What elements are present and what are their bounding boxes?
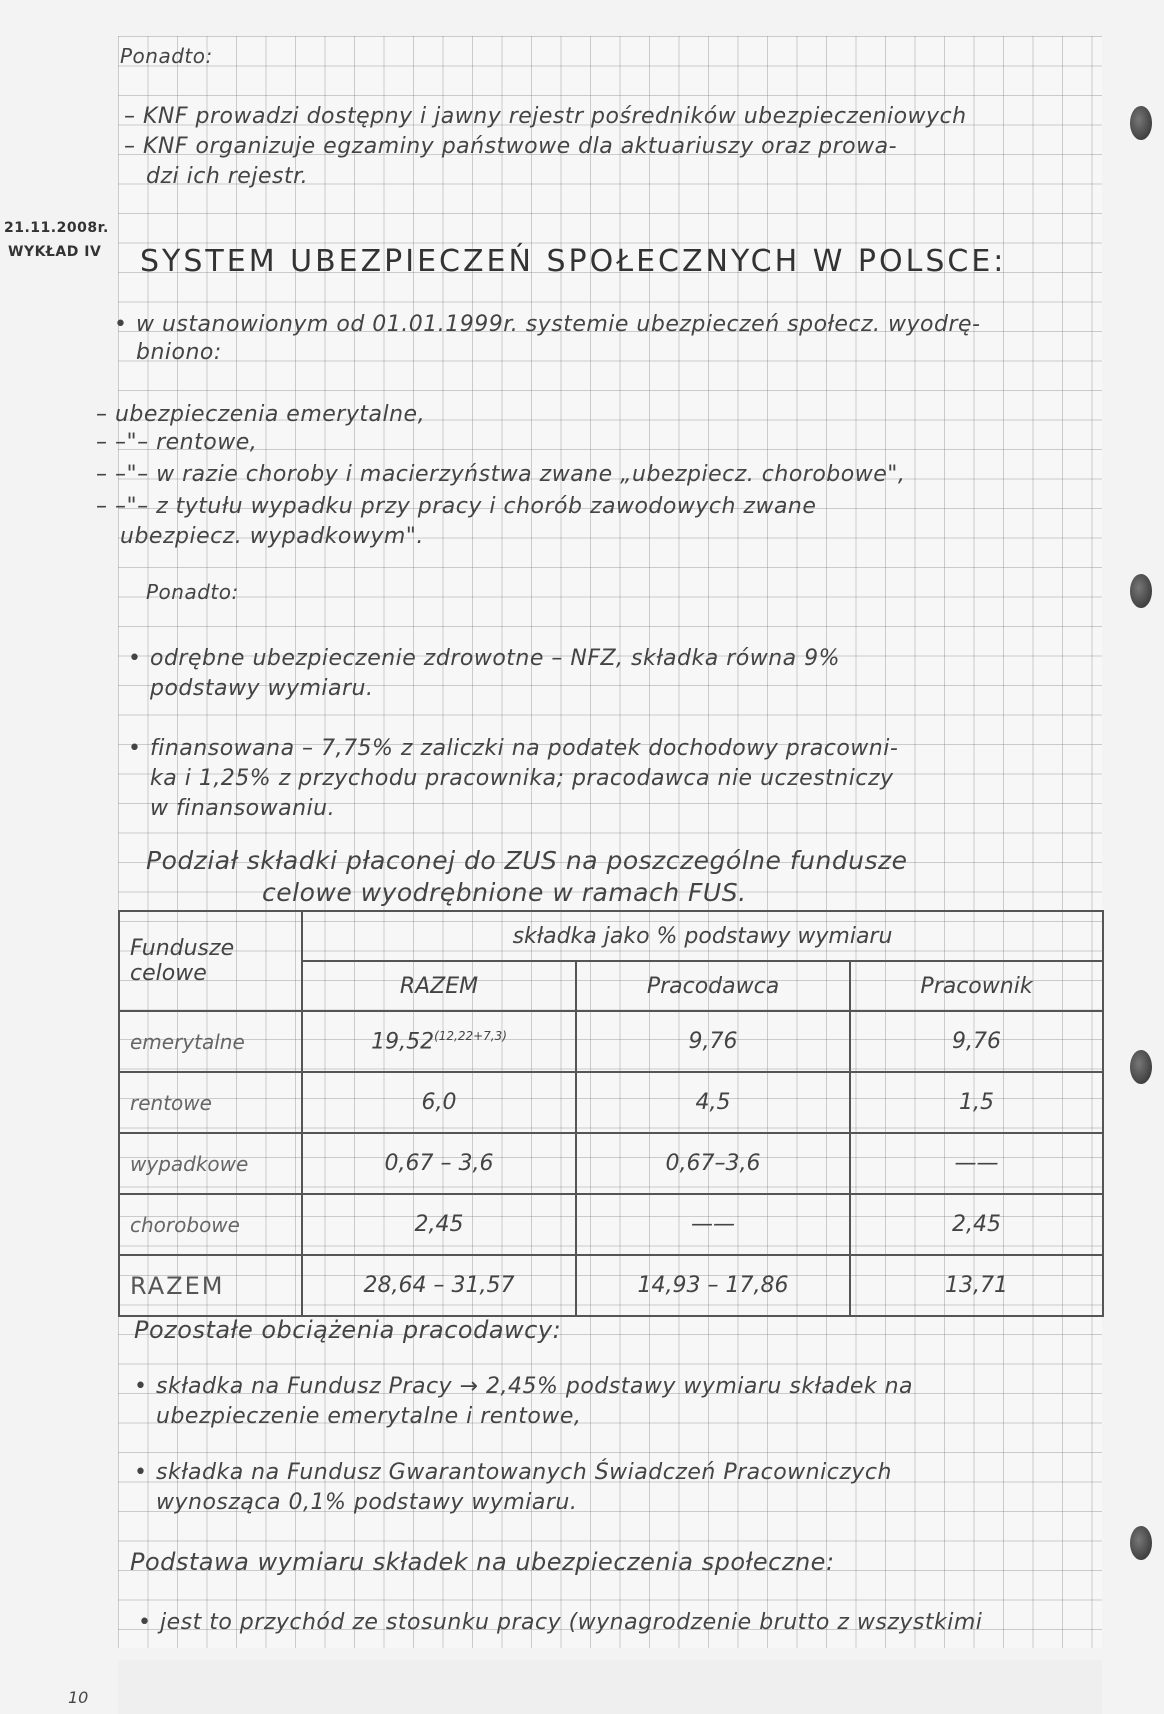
cell-employee: 1,5 [850,1072,1103,1133]
fgsp-bullet: • składka na Fundusz Gwarantowanych Świadczeń Pracowniczych [156,1460,892,1485]
page-number: 10 [68,1688,89,1707]
page-bottom-edge [118,1660,1102,1714]
insurance-type: – ubezpieczenia emerytalne, [96,402,426,427]
binder-hole-icon [1130,106,1152,140]
margin-lecture: WYKŁAD IV [8,244,102,260]
fund-name: RAZEM [119,1255,302,1316]
total-note: (12,22+7,3) [434,1028,507,1043]
system-bullet-line: bniono: [136,340,222,365]
cell-employer: 9,76 [576,1011,850,1072]
basis-bullet: • jest to przychód ze stosunku pracy (wynagrodzenie brutto z wszystkimi [160,1610,982,1635]
cell-total: 6,0 [302,1072,576,1133]
cell-employer: 14,93 – 17,86 [576,1255,850,1316]
binder-hole-icon [1130,1050,1152,1084]
basis-heading: Podstawa wymiaru składek na ubezpieczenia społeczne: [130,1548,835,1576]
fund-name: emerytalne [119,1011,302,1072]
cell-employee: —— [850,1133,1103,1194]
finance-bullet-cont: ka i 1,25% z przychodu pracownika; pracodawca nie uczestniczy [150,766,894,791]
fgsp-bullet-cont: wynosząca 0,1% podstawy wymiaru. [156,1490,578,1515]
margin-date: 21.11.2008r. [4,220,109,236]
intro-item: – KNF prowadzi dostępny i jawny rejestr pośredników ubezpieczeniowych [124,104,967,129]
cell-employer: —— [576,1194,850,1255]
cell-total: 28,64 – 31,57 [302,1255,576,1316]
header-col-total: RAZEM [302,961,576,1011]
table-row-total [119,1255,1103,1316]
cell-employee: 2,45 [850,1194,1103,1255]
cell-total [302,1011,576,1072]
cell-total: 2,45 [302,1194,576,1255]
intro-heading: Ponadto: [120,44,213,68]
cell-employee: 9,76 [850,1011,1103,1072]
additional-heading: Ponadto: [146,580,239,604]
header-group: składka jako % podstawy wymiaru [302,911,1103,961]
system-bullet-line: • w ustanowionym od 01.01.1999r. systemie ubezpieczeń społecz. wyodrę- [136,312,980,337]
cell-employer: 4,5 [576,1072,850,1133]
burdens-heading: Pozostałe obciążenia pracodawcy: [134,1316,562,1344]
fund-name: wypadkowe [119,1133,302,1194]
intro-item: – KNF organizuje egzaminy państwowe dla aktuariuszy oraz prowa- [124,134,898,159]
insurance-type: – –"– z tytułu wypadku przy pracy i chorób zawodowych zwane [96,494,817,519]
contribution-table [118,910,1104,1317]
finance-bullet-cont: w finansowaniu. [150,796,336,821]
table-row [119,1194,1103,1255]
table-row [119,1072,1103,1133]
insurance-type: – –"– rentowe, [96,430,258,455]
insurance-type: – –"– w razie choroby i macierzyństwa zwane „ubezpiecz. chorobowe", [96,462,906,487]
header-col-employer: Pracodawca [576,961,850,1011]
fund-name: chorobowe [119,1194,302,1255]
insurance-type: ubezpiecz. wypadkowym". [120,524,424,549]
table-row [119,1011,1103,1072]
cell-total: 0,67 – 3,6 [302,1133,576,1194]
cell-employer: 0,67–3,6 [576,1133,850,1194]
header-fund: Fundusze celowe [119,911,302,1011]
total-value: 19,52 [371,1029,435,1055]
page-title: SYSTEM UBEZPIECZEŃ SPOŁECZNYCH W POLSCE: [140,244,1007,279]
header-col-employee: Pracownik [850,961,1103,1011]
fp-bullet-cont: ubezpieczenie emerytalne i rentowe, [156,1404,582,1429]
binder-hole-icon [1130,1526,1152,1560]
health-bullet-cont: podstawy wymiaru. [150,676,374,701]
fund-name: rentowe [119,1072,302,1133]
table-caption: Podział składki płaconej do ZUS na poszczególne fundusze [146,846,908,875]
finance-bullet: • finansowana – 7,75% z zaliczki na podatek dochodowy pracowni- [150,736,898,761]
cell-employee: 13,71 [850,1255,1103,1316]
health-bullet: • odrębne ubezpieczenie zdrowotne – NFZ, składka równa 9% [150,646,840,671]
table-row [119,1133,1103,1194]
intro-item: dzi ich rejestr. [146,164,309,189]
table-caption: celowe wyodrębnione w ramach FUS. [262,878,747,907]
binder-hole-icon [1130,574,1152,608]
fp-bullet: • składka na Fundusz Pracy → 2,45% podstawy wymiaru składek na [156,1374,913,1399]
